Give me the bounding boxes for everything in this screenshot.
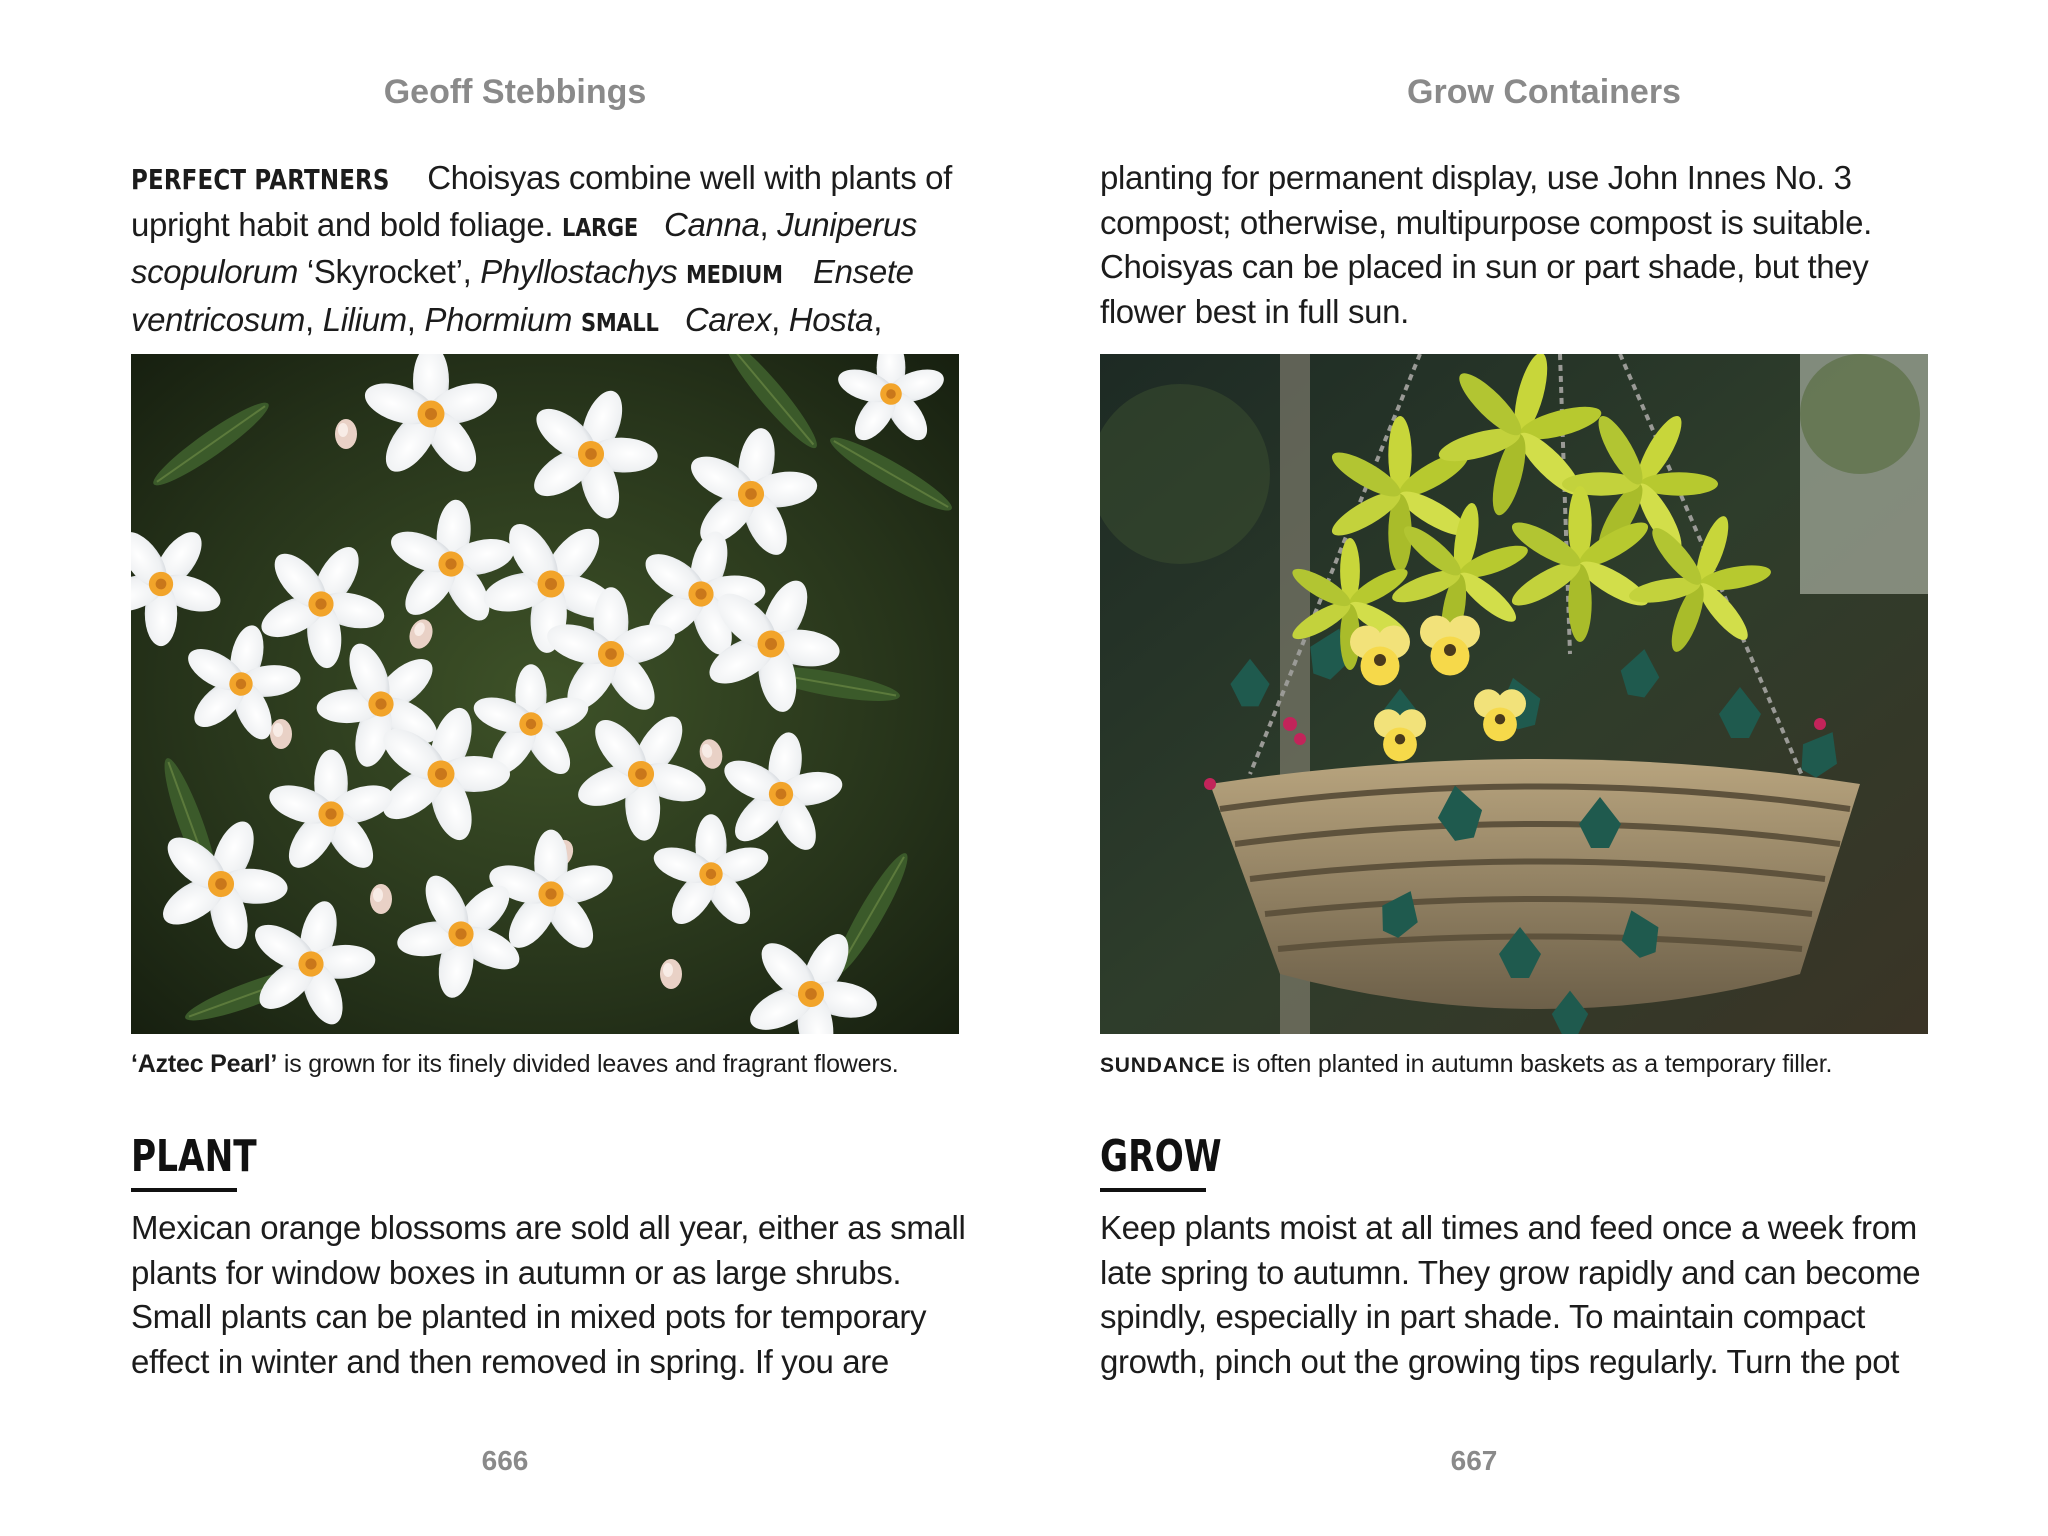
large-label: LARGE <box>561 212 638 242</box>
grow-section-text: Keep plants moist at all times and feed once a week from late spring to autumn. They grow rapidly and can become spindly, especially in part shade. To maintain compact growth, pinch out the growing tips regularly. Turn the pot <box>1100 1209 1921 1380</box>
page-number: 667 <box>1450 1445 1498 1476</box>
heading-underline <box>1100 1188 1206 1192</box>
cultivar-name: ‘Skyrocket’, <box>298 253 481 290</box>
plant-name: Juniperus scopulorum <box>131 205 918 290</box>
perfect-partners-label: PERFECT PARTNERS <box>131 163 390 196</box>
photo-caption <box>131 1047 971 1081</box>
perfect-partners-paragraph: PERFECT PARTNERS Choisyas combine well with plants of upright habit and bold foliage. LARGE Canna, Juniperus scopulorum ‘Skyrocket’, Phyllostachys MEDIUM Ensete ventricosum, Lilium, Phormium SMALL Carex, Hosta, <box>131 156 971 390</box>
partners-intro-text: Choisyas combine well with plants of upright habit and bold foliage. <box>131 159 953 243</box>
caption-cultivar: ‘Aztec Pearl’ <box>131 1050 278 1078</box>
plant-section-text: Mexican orange blossoms are sold all year, either as small plants for window boxes in autumn or as large shrubs. Small plants can be planted in mixed pots for temporary effect in winter and then removed in spring. If you are <box>131 1209 966 1380</box>
sundance-basket-photo <box>1100 354 1928 1034</box>
section-heading-plant: PLANT <box>131 1131 257 1182</box>
compost-paragraph: planting for permanent display, use John Innes No. 3 compost; otherwise, multipurpose compost is suitable. Choisyas can be placed in sun or part shade, but they flower best in full sun. <box>1100 159 1872 330</box>
plant-name: Canna <box>664 205 760 243</box>
photo-caption <box>1100 1047 1940 1083</box>
plant-name: Lilium <box>322 300 407 338</box>
plant-name: Ensete ventricosum <box>131 253 914 338</box>
right-page <box>1100 0 1928 1536</box>
aztec-pearl-photo <box>131 354 959 1034</box>
page-number: 666 <box>481 1445 529 1476</box>
medium-label: MEDIUM <box>686 260 783 289</box>
section-heading-grow: GROW <box>1100 1131 1222 1182</box>
plant-name: Phormium <box>424 300 572 338</box>
small-label: SMALL <box>580 307 659 337</box>
plant-name: Phyllostachys <box>480 253 678 290</box>
left-page <box>131 0 966 1536</box>
caption-cultivar: SUNDANCE <box>1100 1054 1226 1077</box>
heading-underline <box>131 1188 237 1192</box>
book-title-running-head: Grow Containers <box>1407 73 1681 111</box>
plant-name: Hosta <box>788 300 874 338</box>
caption-text: is grown for its finely divided leaves and fragrant flowers. <box>277 1050 899 1078</box>
author-running-head: Geoff Stebbings <box>383 73 647 111</box>
caption-text: is often planted in autumn baskets as a temporary filler. <box>1225 1050 1833 1078</box>
plant-name: Carex <box>684 300 772 338</box>
